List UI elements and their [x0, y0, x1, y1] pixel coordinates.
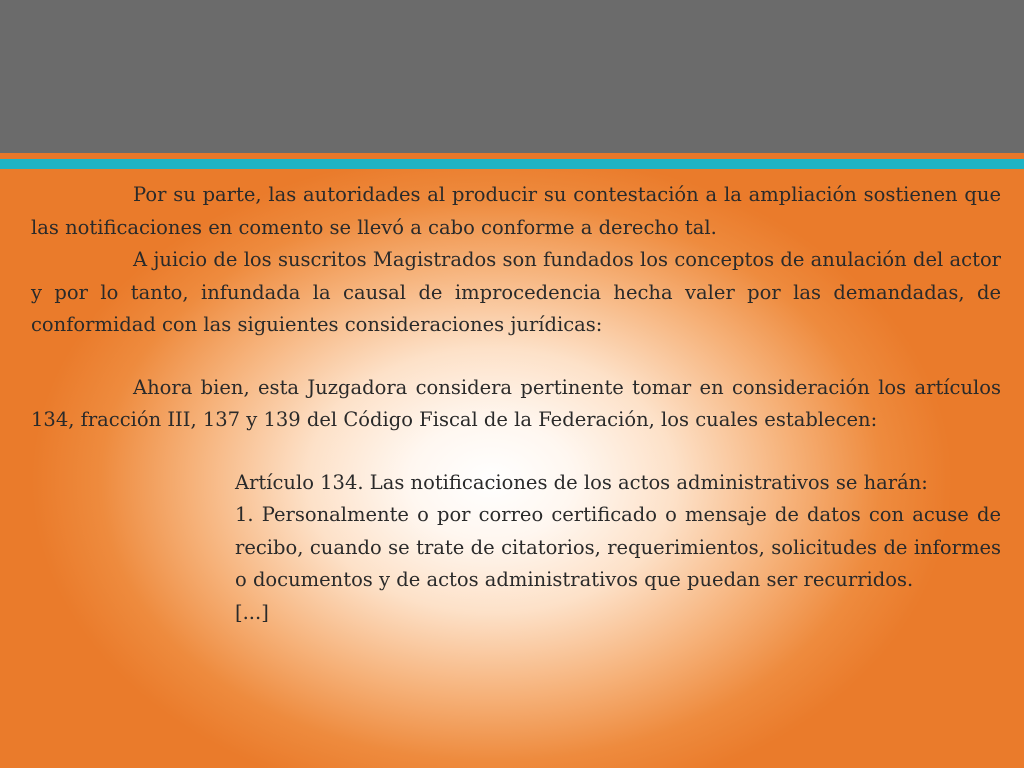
paragraph-magistrados: A juicio de los suscritos Magistrados son fundados los conceptos de anulación del actor y por lo tanto, infundada la causal de improcedencia hecha valer por las demandadas, de conformidad con las siguientes consideraciones jurídicas:: [31, 248, 1001, 336]
article-heading: Artículo 134. Las notificaciones de los actos administrativos se harán:: [235, 470, 928, 494]
spacer: [31, 342, 1001, 372]
slide-content: [31, 179, 1001, 629]
paragraph-autoridades: Por su parte, las autoridades al producir su contestación a la ampliación sostienen que las notificaciones en comento se llevó a cabo conforme a derecho tal.: [31, 183, 1001, 239]
spacer: [31, 437, 1001, 467]
omission-marker: [...]: [235, 600, 269, 624]
paragraph-juzgadora: Ahora bien, esta Juzgadora considera pertinente tomar en consideración los artículos 134, fracción III, 137 y 139 del Código Fiscal de la Federación, los cuales establecen:: [31, 375, 1001, 431]
article-item: 1. Personalmente o por correo certificado o mensaje de datos con acuse de recibo, cuando se trate de citatorios, requerimientos, solicitudes de informes o documentos y de actos administrativos que puedan ser recurridos.: [235, 503, 1001, 591]
header-band: [0, 0, 1024, 153]
teal-divider-stripe: [0, 159, 1024, 169]
article-quote: [133, 467, 1001, 630]
